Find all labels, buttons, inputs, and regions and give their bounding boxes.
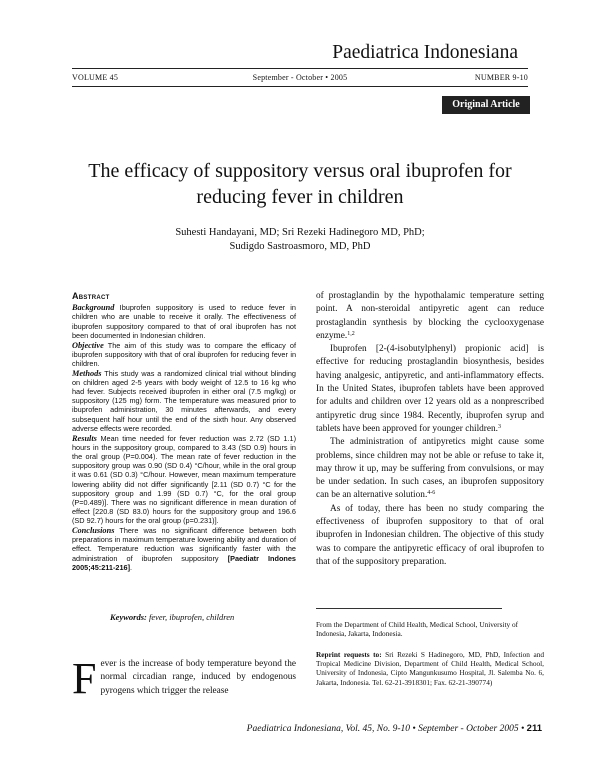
header-divider-top (72, 68, 528, 69)
objective-text: The aim of this study was to compare the efficacy of ibuprofen suppository with that of oral ibuprofen for reducing fever in children. (72, 340, 296, 368)
article-type-badge: Original Article (442, 96, 530, 114)
author-list (90, 226, 510, 254)
conclusions-text: There was no significant difference between both preparations in maximum temperature lowering ability and duration of effect. Temperature reduction was significantly faster with the administration of ibuprofen suppository (72, 526, 296, 563)
results-label: Results (72, 433, 97, 443)
journal-title: Paediatrica Indonesiana (332, 42, 518, 63)
methods-text: This study was a randomized clinical trial without blinding on children aged 2-5 years with body weight of 12.5 to 16 kg who had fever. Subjects received ibuprofen in either oral (7.5 mg/kg) or suppository (125 mg) form. The temperature was measured prior to ibuprofen administration, 30 minutes afterwards, and every subsequent half hour until the end of the sixth hour. Any observed adverse effects were recorded. (72, 368, 296, 433)
body-p3-text: The administration of antipyretics might cause some problems, since children may not be able or refuse to take it, may throw it up, may be suffering from convulsions, or may be under sedation. In such cases, an ibuprofen suppository can be an alternative solution. (316, 437, 544, 501)
body-paragraph-2 (316, 343, 544, 436)
keywords (110, 612, 234, 622)
abstract-objective (72, 341, 296, 369)
reprint-note (316, 650, 544, 687)
article-title: The efficacy of suppository versus oral ibuprofen for reducing fever in children (88, 160, 512, 208)
ref-1-2: 1,2 (347, 330, 355, 337)
abstract-methods (72, 369, 296, 433)
issue-date: September - October • 2005 (252, 73, 348, 82)
methods-label: Methods (72, 368, 102, 378)
abstract-heading: Abstract (72, 291, 110, 301)
footnote-divider (316, 608, 502, 609)
abstract-background (72, 303, 296, 340)
reprint-label: Reprint requests to: (316, 650, 382, 659)
results-text: Mean time needed for fever reduction was 2.72 (SD 1.1) hours in the suppository group, compared to 3.43 (SD 0.9) hours in the oral group (P=0.004). The mean rate of fever reduction in the suppository group was 0.90 (SD 0.4) °C/hour, while in the oral group it was 0.61 (SD 0.3) °C/hour. However, mean maximum temperature lowering ability did not differ significantly [2.11 (SD 0.7) °C for the suppository group and 1.99 (SD 0.7) °C, for the oral group (P=0.489)]. There was no significant difference in mean duration of effect [220.8 (SD 83.0) hours for the suppository group and 196.6 (SD 92.7) hours for the oral group (p=0.231)]. (72, 433, 296, 526)
footer-citation: Paediatrica Indonesiana, Vol. 45, No. 9-10 • September - October 2005 • (246, 724, 525, 734)
intro-text: ever is the increase of body temperature beyond the normal circadian range, induced by endogenous pyrogens which trigger the release (100, 659, 296, 696)
body-paragraph-4 (316, 503, 544, 569)
body-paragraph-3 (316, 436, 544, 502)
intro-paragraph (72, 654, 296, 703)
citation-end: . (130, 562, 133, 572)
abstract-citation: [Paediatr Indones 2005;45:211-216] (72, 553, 296, 572)
body-paragraph-1 (316, 290, 544, 343)
ref-4-6: 4-6 (427, 490, 436, 497)
abstract (72, 292, 296, 573)
authors-line-1: Suhesti Handayani, MD; Sri Rezeki Hadinegoro MD, PhD; (175, 227, 425, 238)
body-column-right (316, 290, 544, 569)
page-number: 211 (526, 723, 542, 734)
affiliation-note: From the Department of Child Health, Medical School, University of Indonesia, Jakarta, Indonesia. (316, 620, 519, 639)
objective-label: Objective (72, 340, 104, 350)
conclusions-label: Conclusions (72, 526, 115, 536)
volume-label: VOLUME 45 (72, 73, 119, 82)
abstract-conclusions (72, 526, 296, 572)
reprint-text: Sri Rezeki S Hadinegoro, MD, PhD, Infection and Tropical Medicine Division, Department of Child Health, Medical School, University of Indonesia, Cipto Mangunkusumo Hospital, Jl. Salemba No. 6, Jakarta, Indonesia. Tel. 62-21-3918301; Fax. 62-21-390774) (316, 650, 544, 687)
body-p2-text: Ibuprofen [2-(4-isobutylphenyl) propionic acid] is effective for reducing prostaglandin biosynthesis, besides having analgesic, antipyretic, and anti-inflammatory effects. In the United States, ibuprofen tablets have been approved for adults and children over 12 years old as a nonprescribed antipyretic drug since 1984. Recently, ibuprofen syrup and tablets have been approved for younger children. (316, 344, 544, 434)
abstract-results (72, 434, 296, 526)
keywords-value: fever, ibuprofen, children (146, 612, 235, 622)
header-divider-bottom (72, 86, 528, 87)
keywords-label: Keywords: (110, 612, 147, 622)
background-label: Background (72, 303, 115, 313)
body-p1-text: of prostaglandin by the hypothalamic temperature setting point. A non-steroidal antipyretic agent can reduce prostaglandin synthesis by blocking the cyclooxygenase enzyme. (316, 291, 544, 341)
page-footer (247, 723, 542, 734)
background-text: Ibuprofen suppository is used to reduce fever in children who are unable to receive it orally. The effectiveness of ibuprofen suppository compared to that of oral ibuprofen has not been documented in Indonesian children. (72, 303, 296, 340)
ref-3: 3 (498, 423, 501, 430)
drop-cap: F (72, 654, 97, 703)
body-p4-text: As of today, there has been no study comparing the effectiveness of ibuprofen suppository to that of oral ibuprofen in Indonesian children. The objective of this study was to compare the antipyretic efficacy of oral ibuprofen to that of the suppository preparation. (316, 503, 544, 567)
issue-number: NUMBER 9-10 (474, 73, 528, 82)
authors-line-2: Sudigdo Sastroasmoro, MD, PhD (229, 241, 371, 252)
